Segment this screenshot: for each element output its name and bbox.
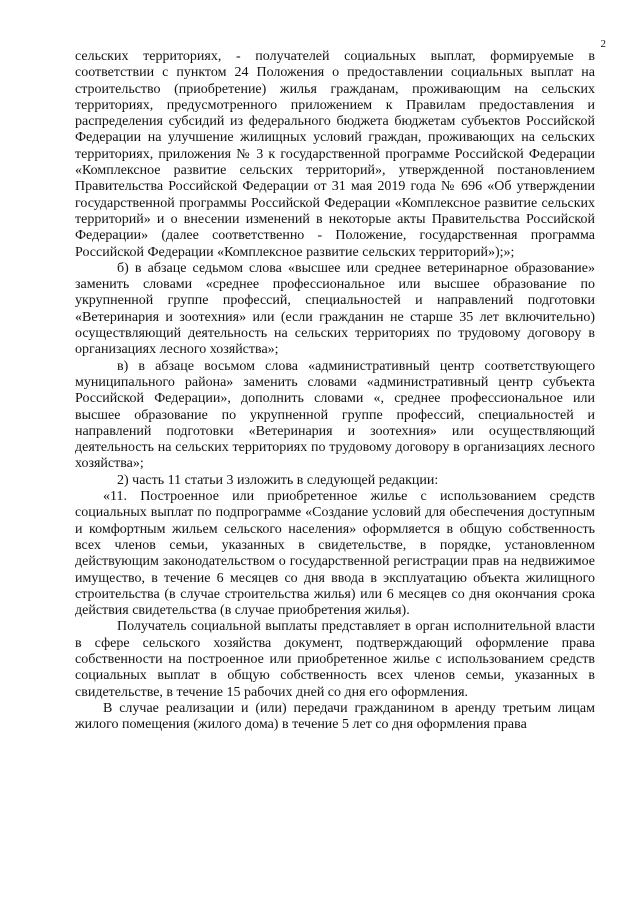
paragraph-item-v: в) в абзаце восьмом слова «административный центр соответствующего муниципального района» заменить словами «административный центр субъекта Российской Федерации», дополнить словами «, среднее профессиональное или высшее образование по укрупненной группе профессий, специальностей и направлений подготовки «Ветеринария и зоотехния» или осуществляющий деятельность на сельских территориях по трудовому договору в организациях лесного хозяйства»; (75, 358, 595, 472)
page-number: 2 (600, 38, 606, 50)
paragraph-item-2: 2) часть 11 статьи 3 изложить в следующей редакции: (117, 472, 439, 488)
paragraph-sale-case: В случае реализации и (или) передачи гражданином в аренду третьим лицам жилого помещения (жилого дома) в течение 5 лет со дня оформления права (75, 700, 595, 733)
paragraph-continuation: сельских территориях, - получателей социальных выплат, формируемые в соответствии с пунктом 24 Положения о предоставлении социальных выплат на строительство (приобретение) жилья гражданам, проживающим на сельских территориях, предусмотренного приложением к Правилам предоставления и распределения субсидий из федерального бюджета бюджетам субъектов Российской Федерации на улучшение жилищных условий граждан, проживающих на сельских территориях, приложения № 3 к государственной программе Российской Федерации «Комплексное развитие сельских территорий», утвержденной постановлением Правительства Российской Федерации от 31 мая 2019 года № 696 «Об утверждении государственной программы Российской Федерации «Комплексное развитие сельских территорий» и о внесении изменений в некоторые акты Правительства Российской Федерации» (далее соответственно - Положение, государственная программа Российской Федерации «Комплексное развитие сельских территорий»);»; (75, 49, 595, 260)
paragraph-part-11: «11. Построенное или приобретенное жилье с использованием средств социальных выплат по подпрограмме «Создание условий для обеспечения доступным и комфортным жильем сельского населения» оформляется в общую собственность всех членов семьи, указанных в свидетельстве, в порядке, установленном действующим законодательством о государственной регистрации прав на недвижимое имущество, в течение 6 месяцев со дня ввода в эксплуатацию объекта жилищного строительства (в случае строительства жилья) или 6 месяцев со дня окончания срока действия свидетельства (в случае приобретения жилья). (75, 489, 595, 619)
document-body (75, 49, 595, 733)
paragraph-item-b: б) в абзаце седьмом слова «высшее или среднее ветеринарное образование» заменить словами «среднее профессиональное или высшее образование по укрупненной группе профессий, специальностей и направлений подготовки «Ветеринария и зоотехния» или (если гражданин не старше 35 лет включительно) осуществляющий деятельность на сельских территориях по трудовому договору в организациях лесного хозяйства»; (75, 260, 595, 358)
paragraph-recipient: Получатель социальной выплаты представляет в орган исполнительной власти в сфере сельского хозяйства документ, подтверждающий оформление права собственности на построенное или приобретенное жилье с использованием средств социальных выплат в общую собственность всех членов семьи, указанных в свидетельстве, в течение 15 рабочих дней со дня его оформления. (75, 619, 595, 700)
